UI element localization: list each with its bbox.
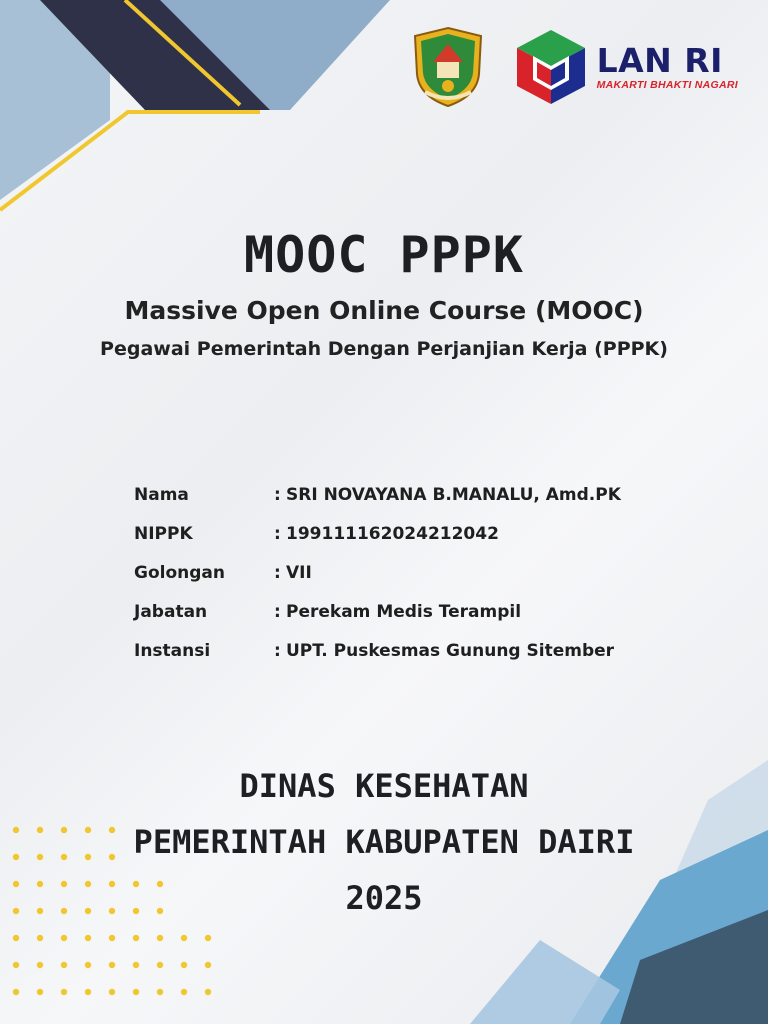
info-label: Golongan bbox=[134, 562, 225, 583]
yellow-dot bbox=[85, 962, 91, 968]
info-value: SRI NOVAYANA B.MANALU, Amd.PK bbox=[286, 484, 621, 505]
yellow-dot bbox=[85, 935, 91, 941]
lanri-logo bbox=[511, 26, 738, 108]
yellow-dot bbox=[157, 989, 163, 995]
lanri-cube-icon bbox=[511, 26, 591, 108]
info-label: Nama bbox=[134, 484, 189, 505]
bottom-right-light-shape bbox=[470, 940, 620, 1024]
participant-info bbox=[134, 475, 694, 670]
info-row-nama bbox=[134, 475, 694, 514]
yellow-dot bbox=[205, 989, 211, 995]
yellow-dot bbox=[13, 989, 19, 995]
footer-line-2: PEMERINTAH KABUPATEN DAIRI bbox=[133, 823, 635, 861]
info-colon: : bbox=[274, 562, 281, 583]
footer-line-1: DINAS KESEHATAN bbox=[239, 767, 529, 805]
yellow-dot bbox=[13, 935, 19, 941]
yellow-dot bbox=[109, 989, 115, 995]
info-value: 199111162024212042 bbox=[286, 523, 499, 544]
yellow-dot bbox=[37, 962, 43, 968]
yellow-dot bbox=[133, 935, 139, 941]
info-label: NIPPK bbox=[134, 523, 193, 544]
info-value: UPT. Puskesmas Gunung Sitember bbox=[286, 640, 615, 661]
yellow-dot bbox=[109, 962, 115, 968]
document-subtitle: Massive Open Online Course (MOOC) bbox=[124, 296, 644, 325]
yellow-dot bbox=[205, 962, 211, 968]
info-colon: : bbox=[274, 601, 281, 622]
yellow-dot bbox=[61, 962, 67, 968]
info-label: Jabatan bbox=[134, 601, 208, 622]
yellow-dot bbox=[61, 989, 67, 995]
dairi-emblem-icon bbox=[407, 26, 489, 108]
info-colon: : bbox=[274, 523, 281, 544]
document-subtitle-2: Pegawai Pemerintah Dengan Perjanjian Kerja (PPPK) bbox=[100, 338, 668, 360]
yellow-dot bbox=[133, 989, 139, 995]
document-title: MOOC PPPK bbox=[244, 226, 524, 284]
info-row-instansi bbox=[134, 631, 694, 670]
info-label: Instansi bbox=[134, 640, 211, 661]
yellow-dot bbox=[181, 935, 187, 941]
yellow-dot bbox=[61, 935, 67, 941]
info-colon: : bbox=[274, 640, 281, 661]
yellow-dot bbox=[85, 989, 91, 995]
info-row-jabatan bbox=[134, 592, 694, 631]
info-colon: : bbox=[274, 484, 281, 505]
yellow-dot bbox=[37, 935, 43, 941]
lanri-name: LAN RI bbox=[596, 40, 723, 80]
footer-year: 2025 bbox=[345, 879, 423, 917]
info-row-golongan bbox=[134, 553, 694, 592]
info-value: VII bbox=[286, 562, 312, 583]
yellow-dot bbox=[133, 962, 139, 968]
yellow-dot bbox=[157, 935, 163, 941]
yellow-dot bbox=[205, 935, 211, 941]
yellow-dot bbox=[13, 962, 19, 968]
yellow-dot bbox=[181, 989, 187, 995]
yellow-dot bbox=[157, 962, 163, 968]
yellow-dot bbox=[37, 989, 43, 995]
info-value: Perekam Medis Terampil bbox=[286, 601, 522, 622]
yellow-dot bbox=[181, 962, 187, 968]
yellow-dot bbox=[109, 935, 115, 941]
header-logos bbox=[407, 26, 738, 108]
info-row-nippk bbox=[134, 514, 694, 553]
footer-block bbox=[0, 758, 768, 926]
lanri-tagline: MAKARTI BHAKTI NAGARI bbox=[596, 78, 738, 91]
